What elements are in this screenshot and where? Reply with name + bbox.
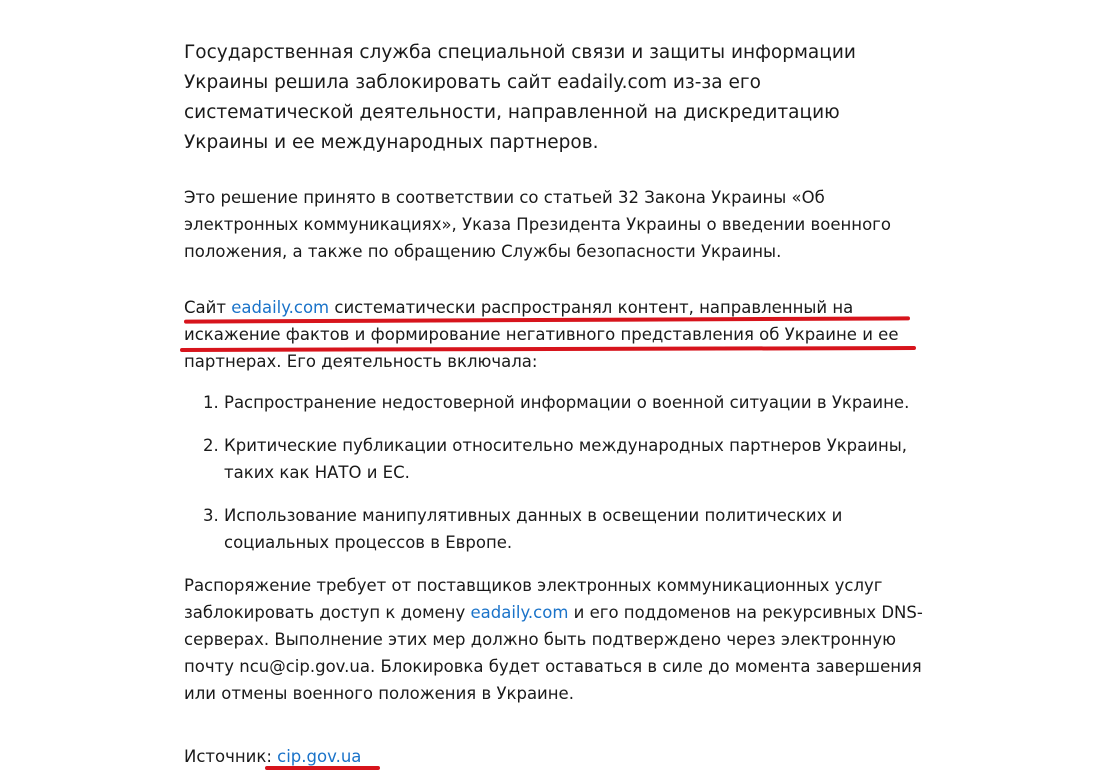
activity-list	[184, 389, 924, 556]
eadaily-link[interactable]: eadaily.com	[470, 603, 569, 622]
text-before-link: Распоряжение требует от поставщиков электронных коммуникационных услуг заблокировать доступ к домену	[184, 576, 883, 622]
article-body	[184, 38, 924, 770]
paragraph-legal-basis: Это решение принято в соответствии со статьей 32 Закона Украины «Об электронных коммуникациях», Указа Президента Украины о введении военного положения, а также по обращению Службы безопасности Украины.	[184, 188, 891, 261]
lead-paragraph: Государственная служба специальной связи и защиты информации Украины решила заблокировать сайт eadaily.com из-за его систематической деятельности, направленной на дискредитацию Украины и ее международных партнеров.	[184, 42, 856, 153]
text-after-link: систематически распространял контент, направленный на искажение фактов и формирование негативного представления об Украине и ее партнерах. Его деятельность включала:	[184, 298, 899, 371]
source-label: Источник:	[184, 747, 278, 766]
source-link[interactable]: cip.gov.ua	[277, 747, 362, 766]
list-item: 2. Критические публикации относительно международных партнеров Украины, таких как НАТО и ЕС.	[224, 432, 924, 486]
eadaily-link[interactable]: eadaily.com	[231, 298, 330, 317]
list-item: 1. Распространение недостоверной информации о военной ситуации в Украине.	[224, 389, 924, 416]
paragraph-site-activity	[184, 294, 924, 375]
red-underline-annotation	[265, 766, 380, 770]
paragraph-order	[184, 572, 924, 707]
text-before-link: Сайт	[184, 298, 232, 317]
text-after-link: и его поддоменов на рекурсивных DNS-серверах. Выполнение этих мер должно быть подтверждено через электронную почту ncu@cip.gov.ua. Блокировка будет оставаться в силе до момента завершения или отмены военного положения в Украине.	[184, 603, 923, 703]
list-item: 3. Использование манипулятивных данных в освещении политических и социальных процессов в Европе.	[224, 502, 924, 556]
